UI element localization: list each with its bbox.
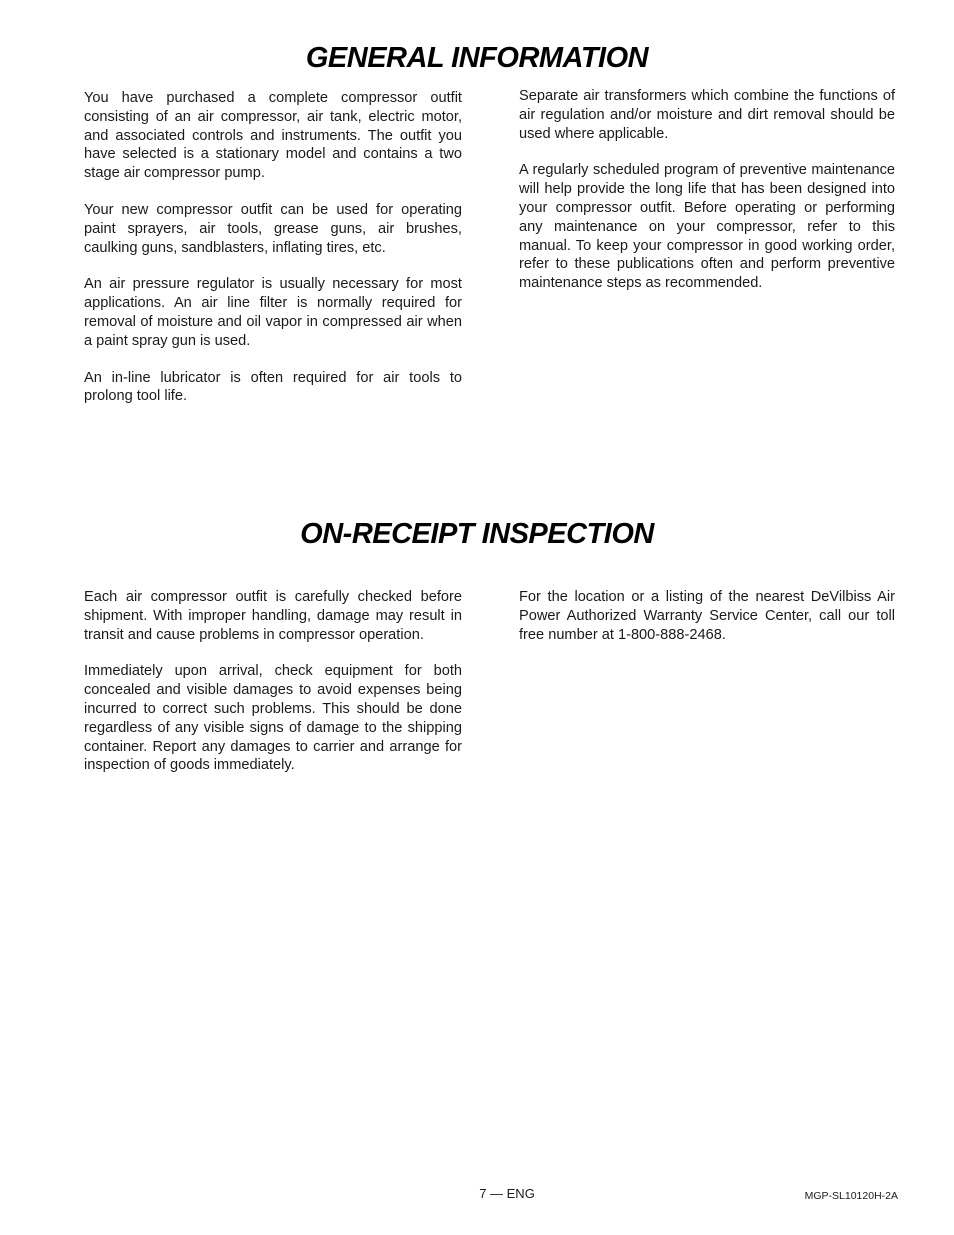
general-information-left-column	[84, 89, 462, 424]
general-information-heading: GENERAL INFORMATION	[305, 42, 649, 74]
paragraph: Separate air transformers which combine the functions of air regulation and/or moisture and dirt removal should be used where applicable.	[519, 88, 895, 142]
paragraph: A regularly scheduled program of preventive maintenance will help provide the long life that has been designed into your compressor outfit. Before operating or performing any maintenance on your compressor, refer to this manual. To keep your compressor in good working order, refer to these publications often and perform preventive maintenance steps as recommended.	[519, 162, 895, 292]
paragraph: You have purchased a complete compressor outfit consisting of an air compressor, air tank, electric motor, and associated controls and instruments. The outfit you have selected is a stationary model and contains a two stage air compressor pump.	[84, 90, 462, 182]
general-information-right-column	[519, 87, 895, 311]
document-code: MGP-SL10120H-2A	[804, 1190, 898, 1202]
paragraph: An air pressure regulator is usually necessary for most applications. An air line filter is normally required for removal of moisture and oil vapor in compressed air when a paint spray gun is used.	[84, 276, 462, 349]
paragraph: An in-line lubricator is often required for air tools to prolong tool life.	[84, 369, 462, 405]
on-receipt-inspection-right-column	[519, 588, 895, 662]
on-receipt-inspection-left-column	[84, 588, 462, 793]
paragraph: For the location or a listing of the nearest DeVilbiss Air Power Authorized Warranty Service Center, call our toll free number at 1-800-888-2468.	[519, 589, 895, 643]
paragraph: Immediately upon arrival, check equipment for both concealed and visible damages to avoid expenses being incurred to correct such problems. This should be done regardless of any visible signs of damage to the shipping container. Report any damages to carrier and arrange for inspection of goods immediately.	[84, 663, 462, 774]
page-number: 7 — ENG	[479, 1186, 535, 1201]
paragraph: Each air compressor outfit is carefully checked before shipment. With improper handling, damage may result in transit and cause problems in compressor operation.	[84, 589, 462, 643]
on-receipt-inspection-heading: ON-RECEIPT INSPECTION	[300, 518, 654, 550]
paragraph: Your new compressor outfit can be used for operating paint sprayers, air tools, grease guns, air brushes, caulking guns, sandblasters, inflating tires, etc.	[84, 201, 462, 256]
